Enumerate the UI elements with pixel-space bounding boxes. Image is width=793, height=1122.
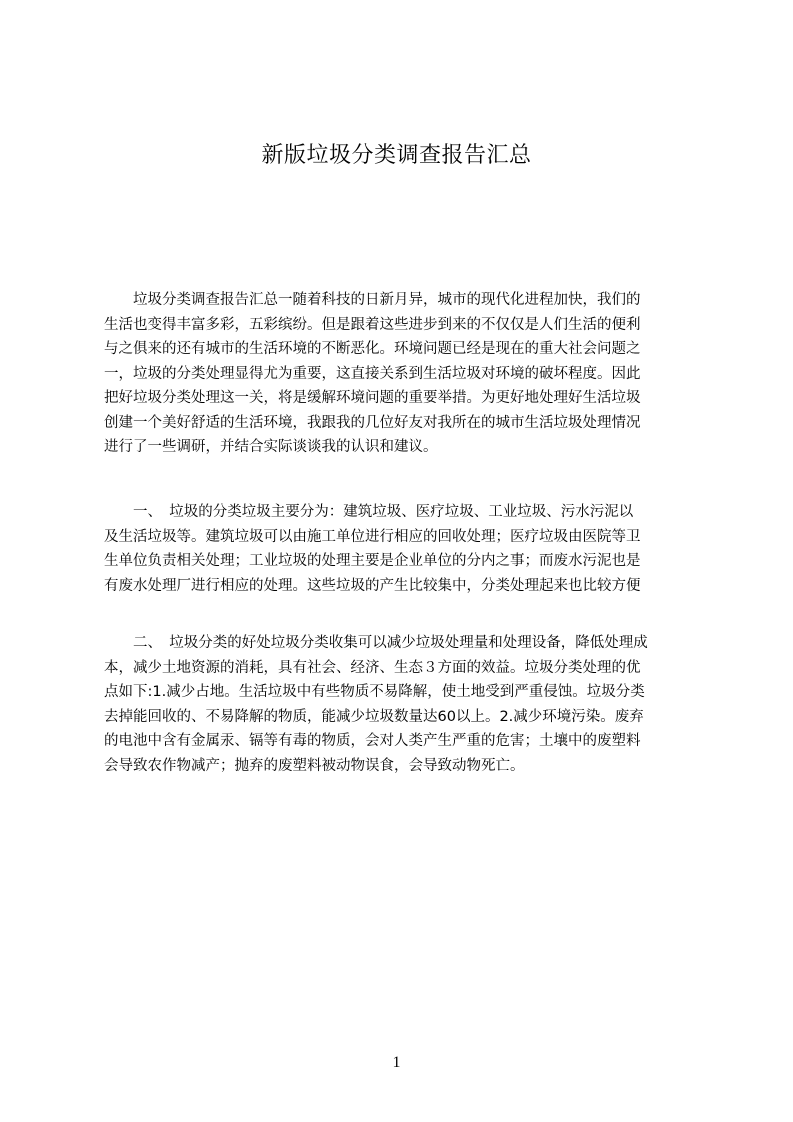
text-line: 本，减少土地资源的消耗，具有社会、经济、生态３方面的效益。垃圾分类处理的优	[104, 659, 641, 676]
text-line: 生单位负责相关处理；工业垃圾的处理主要是企业单位的分内之事；而废水污泥也是	[104, 553, 641, 569]
text-line: 一，垃圾的分类处理显得尤为重要，这直接关系到生活垃圾对环境的破坏程度。因此	[104, 365, 641, 382]
text-line: 生活也变得丰富多彩，五彩缤纷。但是跟着这些进步到来的不仅仅是人们生活的便利	[104, 316, 641, 333]
text-line: 去掉能回收的、不易降解的物质，能减少垃圾数量达60以上。2.减少环境污染。废弃	[104, 708, 644, 725]
text-line: 一、 垃圾的分类垃圾主要分为：建筑垃圾、医疗垃圾、工业垃圾、污水污泥以	[104, 504, 634, 520]
page-number: 1	[392, 1054, 401, 1071]
text-line: 及生活垃圾等。建筑垃圾可以由施工单位进行相应的回收处理；医疗垃圾由医院等卫	[104, 528, 641, 545]
text-line: 点如下:1.减少占地。生活垃圾中有些物质不易降解，使土地受到严重侵蚀。垃圾分类	[104, 684, 645, 700]
page-title: 新版垃圾分类调查报告汇总	[261, 143, 532, 168]
text-line: 创建一个美好舒适的生活环境，我跟我的几位好友对我所在的城市生活垃圾处理情况	[104, 414, 641, 431]
text-line: 的电池中含有金属汞、镉等有毒的物质，会对人类产生严重的危害；土壤中的废塑料	[104, 733, 641, 749]
text-line: 有废水处理厂进行相应的处理。这些垃圾的产生比较集中，分类处理起来也比较方便	[104, 577, 641, 594]
paragraph-intro	[104, 288, 700, 460]
paragraph-section-2	[104, 631, 700, 778]
text-line: 把好垃圾分类处理这一关，将是缓解环境问题的重要举措。为更好地处理好生活垃圾	[104, 390, 641, 406]
text-line: 垃圾分类调查报告汇总一随着科技的日新月异，城市的现代化进程加快，我们的	[104, 292, 641, 308]
text-line: 二、 垃圾分类的好处垃圾分类收集可以减少垃圾处理量和处理设备，降低处理成	[104, 635, 648, 651]
paragraph-section-1	[104, 500, 700, 598]
text-line: 与之俱来的还有城市的生活环境的不断恶化。环境问题已经是现在的重大社会问题之	[104, 341, 641, 357]
text-line: 进行了一些调研，并结合实际谈谈我的认识和建议。	[104, 439, 438, 455]
text-line: 会导致农作物减产；抛弃的废塑料被动物误食，会导致动物死亡。	[104, 757, 525, 774]
